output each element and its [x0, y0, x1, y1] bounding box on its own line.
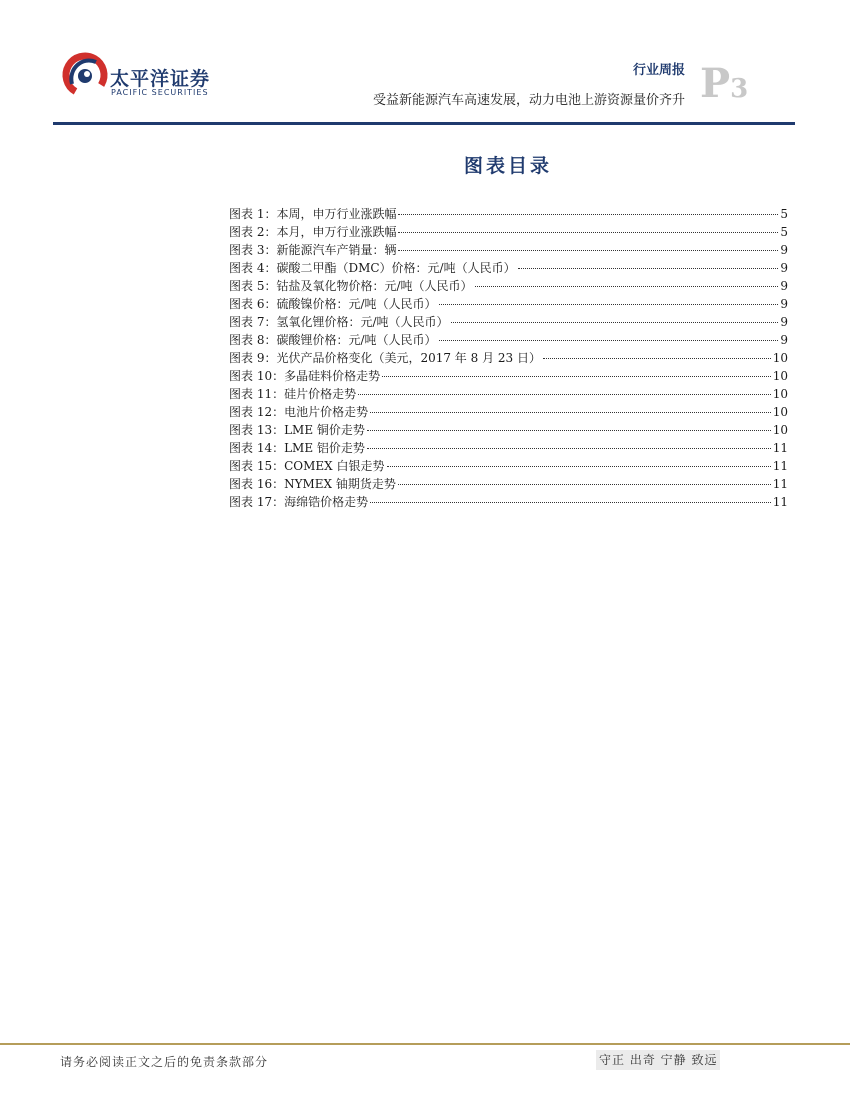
- toc-dot-leader: [439, 304, 779, 305]
- toc-entry-page[interactable]: 10: [772, 369, 788, 383]
- toc-entry-label[interactable]: 图表 12：电池片价格走势: [229, 405, 369, 419]
- toc-entry[interactable]: [229, 295, 788, 313]
- toc-dot-leader: [451, 322, 779, 323]
- toc-entry-label[interactable]: 图表 9：光伏产品价格变化（美元，2017 年 8 月 23 日）: [229, 351, 541, 365]
- toc-entry[interactable]: [229, 385, 788, 403]
- toc-entry-page[interactable]: 10: [772, 351, 788, 365]
- toc-entry-label[interactable]: 图表 16：NYMEX 铀期货走势: [229, 477, 396, 491]
- report-type-label: 行业周报: [632, 63, 685, 78]
- toc-title: 图表目录: [463, 155, 552, 177]
- page-number-badge: [700, 60, 749, 107]
- toc-entry[interactable]: [229, 439, 788, 457]
- toc-entry[interactable]: [229, 475, 788, 493]
- toc-entry-page[interactable]: 10: [772, 387, 788, 401]
- toc-entry-label[interactable]: 图表 3：新能源汽车产销量：辆: [229, 243, 397, 257]
- toc-entry-label[interactable]: 图表 11：硅片价格走势: [229, 387, 357, 401]
- toc-entry[interactable]: [229, 223, 788, 241]
- toc-entry[interactable]: [229, 421, 788, 439]
- toc-entry-label[interactable]: 图表 8：碳酸锂价格：元/吨（人民币）: [229, 333, 437, 347]
- toc-entry-page[interactable]: 9: [780, 315, 788, 329]
- company-logo: [60, 44, 250, 104]
- toc-dot-leader: [398, 484, 771, 485]
- logo-english-name: PACIFIC SECURITIES: [111, 88, 209, 97]
- toc-entry-label[interactable]: 图表 4：碳酸二甲酯（DMC）价格：元/吨（人民币）: [229, 261, 516, 275]
- toc-dot-leader: [398, 250, 778, 251]
- toc-dot-leader: [439, 340, 779, 341]
- toc-entry-label[interactable]: 图表 1：本周，申万行业涨跌幅: [229, 207, 397, 221]
- toc-entry-label[interactable]: 图表 6：硫酸镍价格：元/吨（人民币）: [229, 297, 437, 311]
- toc-entry-page[interactable]: 9: [780, 243, 788, 257]
- toc-entry-page[interactable]: 9: [780, 297, 788, 311]
- toc-entry[interactable]: [229, 313, 788, 331]
- toc-entry-label[interactable]: 图表 10：多晶硅料价格走势: [229, 369, 381, 383]
- toc-entry[interactable]: [229, 277, 788, 295]
- toc-entry-label[interactable]: 图表 15：COMEX 白银走势: [229, 459, 385, 473]
- toc-entry-page[interactable]: 9: [780, 279, 788, 293]
- toc-dot-leader: [398, 232, 778, 233]
- toc-dot-leader: [370, 412, 771, 413]
- toc-entry-page[interactable]: 11: [772, 495, 788, 509]
- toc-entry-page[interactable]: 11: [772, 459, 788, 473]
- toc-entry-page[interactable]: 5: [780, 225, 788, 239]
- toc-dot-leader: [475, 286, 779, 287]
- toc-entry-label[interactable]: 图表 2：本月，申万行业涨跌幅: [229, 225, 397, 239]
- toc-entry-label[interactable]: 图表 5：钴盐及氧化物价格：元/吨（人民币）: [229, 279, 473, 293]
- toc-dot-leader: [370, 502, 771, 503]
- report-title: 受益新能源汽车高速发展，动力电池上游资源量价齐升: [372, 93, 685, 108]
- toc-dot-leader: [358, 394, 771, 395]
- toc-entry-label[interactable]: 图表 7：氢氧化锂价格：元/吨（人民币）: [229, 315, 449, 329]
- toc-entry-page[interactable]: 11: [772, 441, 788, 455]
- toc-dot-leader: [398, 214, 778, 215]
- toc-dot-leader: [367, 430, 771, 431]
- toc-entry[interactable]: [229, 241, 788, 259]
- toc-entry-page[interactable]: 10: [772, 423, 788, 437]
- header-divider: [53, 122, 795, 125]
- toc-entry-page[interactable]: 9: [780, 333, 788, 347]
- toc-entry[interactable]: [229, 457, 788, 475]
- toc-entry-label[interactable]: 图表 13：LME 铜价走势: [229, 423, 365, 437]
- footer-disclaimer: 请务必阅读正文之后的免责条款部分: [60, 1055, 269, 1069]
- toc-entry[interactable]: [229, 259, 788, 277]
- toc-entry[interactable]: [229, 367, 788, 385]
- page-number: 3: [730, 74, 749, 104]
- company-logo-emblem-icon: [60, 44, 110, 104]
- footer-motto: 守正 出奇 宁静 致远: [596, 1050, 720, 1070]
- toc-entry-page[interactable]: 10: [772, 405, 788, 419]
- figure-toc-list: [229, 205, 788, 511]
- toc-entry-page[interactable]: 9: [780, 261, 788, 275]
- toc-entry[interactable]: [229, 205, 788, 223]
- toc-dot-leader: [382, 376, 771, 377]
- toc-dot-leader: [518, 268, 779, 269]
- toc-entry-page[interactable]: 11: [772, 477, 788, 491]
- toc-entry[interactable]: [229, 403, 788, 421]
- toc-entry[interactable]: [229, 331, 788, 349]
- footer-divider: [0, 1043, 850, 1045]
- toc-entry-label[interactable]: 图表 17：海绵锆价格走势: [229, 495, 369, 509]
- toc-dot-leader: [367, 448, 771, 449]
- toc-entry[interactable]: [229, 493, 788, 511]
- logo-chinese-name: 太平洋证券: [110, 68, 211, 90]
- toc-entry-page[interactable]: 5: [780, 207, 788, 221]
- toc-entry[interactable]: [229, 349, 788, 367]
- toc-dot-leader: [543, 358, 771, 359]
- toc-dot-leader: [387, 466, 771, 467]
- toc-entry-label[interactable]: 图表 14：LME 铝价走势: [229, 441, 365, 455]
- page-letter: P: [700, 60, 731, 107]
